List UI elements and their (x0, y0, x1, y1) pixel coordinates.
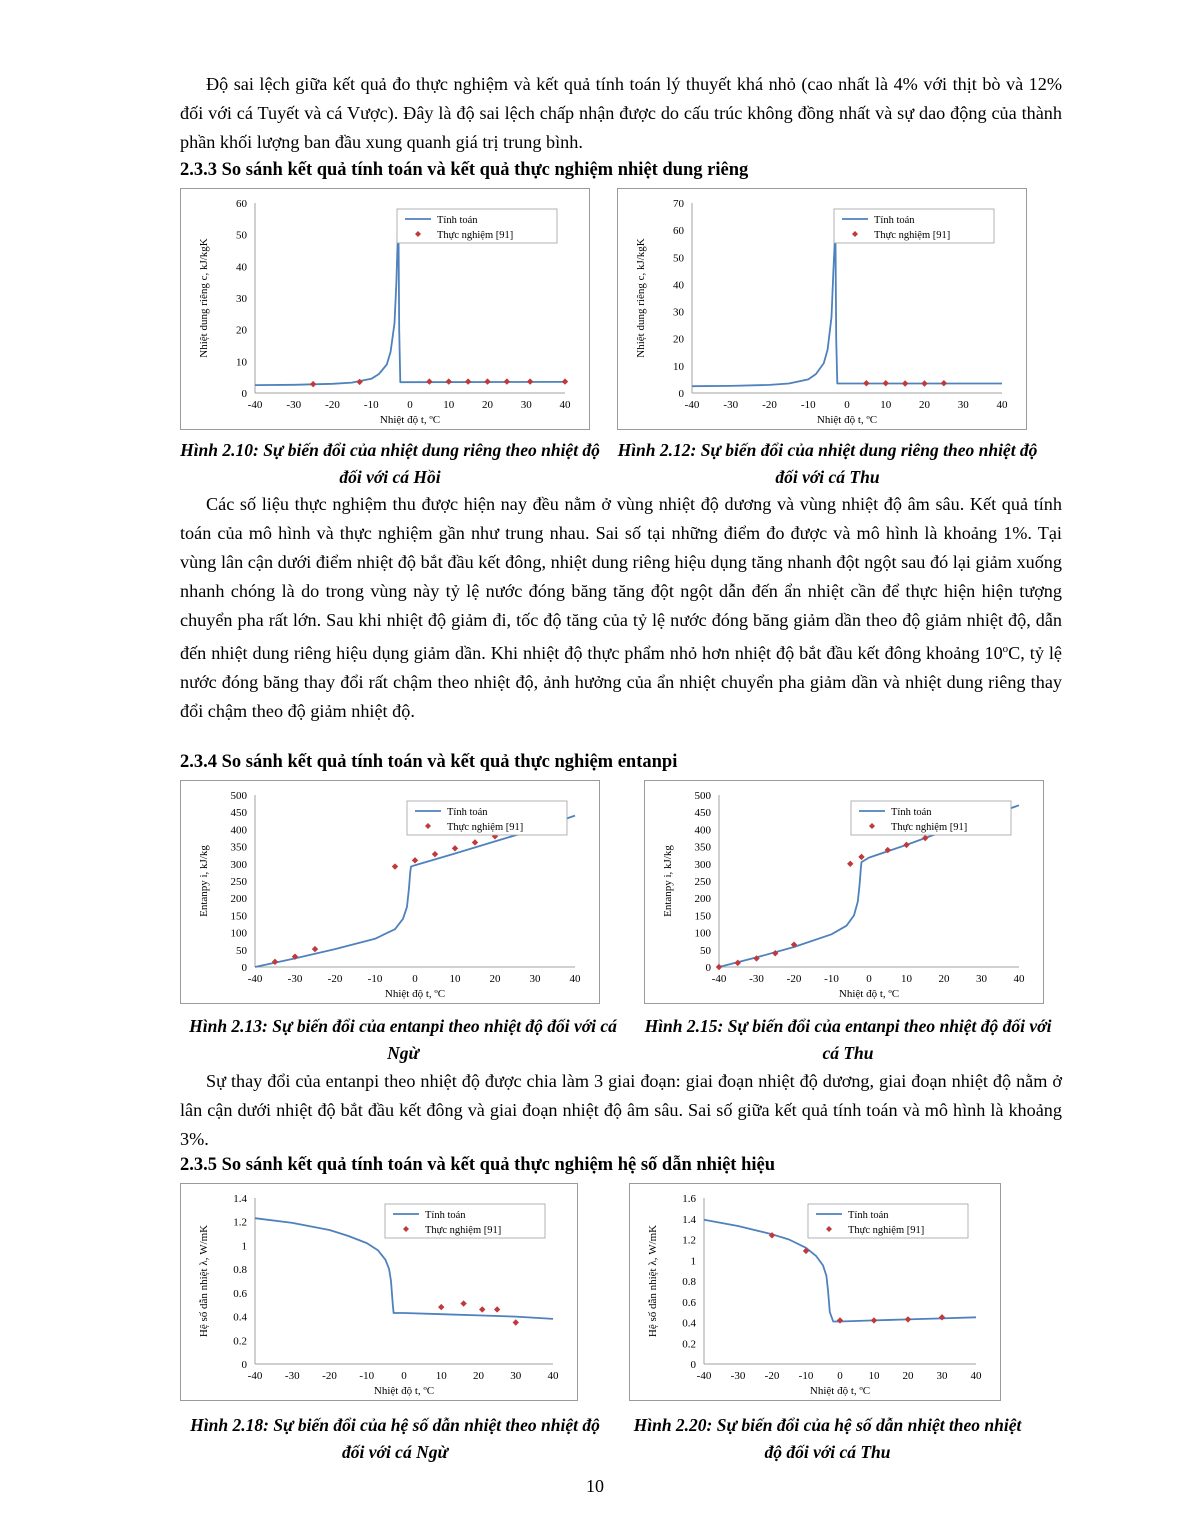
x-tick-label: 10 (443, 399, 455, 411)
caption-fig-2-18: Hình 2.18: Sự biến đổi của hệ số dẫn nhiệt theo nhiệt độ đối với cá Ngừ (190, 1415, 600, 1462)
y-tick-label: 0 (241, 1359, 247, 1371)
y-axis-label: Nhiệt dung riêng c, kJ/kgK (635, 238, 647, 358)
x-tick-label: 40 (547, 1370, 559, 1382)
caption-fig-2-15: Hình 2.15: Sự biến đổi của entanpi theo nhiệt độ đối với cá Thu (644, 1016, 1052, 1063)
experimental-point (504, 378, 510, 384)
experimental-point (716, 964, 722, 970)
chart-fig-2-12 (617, 188, 1027, 430)
y-tick-label: 1.4 (682, 1213, 696, 1226)
degree-superscript: o (1002, 643, 1009, 655)
y-tick-label: 0.4 (233, 1311, 247, 1324)
experimental-point (494, 1306, 500, 1312)
x-tick-label: 40 (970, 1370, 982, 1382)
x-tick-label: 0 (866, 973, 872, 985)
x-tick-label: 20 (919, 399, 930, 411)
legend-label-calculated: Tính toán (437, 215, 478, 226)
chart-svg-fig-2-18 (181, 1184, 577, 1400)
y-tick-label: 200 (694, 893, 711, 906)
x-axis-label: Nhiệt độ t, ºC (379, 414, 441, 426)
y-tick-label: 0.2 (233, 1335, 247, 1348)
y-tick-label: 250 (230, 876, 247, 888)
x-tick-label: -40 (247, 1370, 263, 1382)
x-tick-label: -10 (359, 1370, 375, 1382)
y-tick-label: 250 (694, 876, 711, 888)
section-heading-2-3-4: 2.3.4 So sánh kết quả tính toán và kết quả thực nghiệm entanpi (180, 752, 678, 772)
experimental-point (432, 851, 438, 857)
experimental-point (858, 854, 864, 860)
y-tick-label: 0 (241, 962, 247, 974)
chart-svg-fig-2-12 (618, 189, 1026, 429)
y-tick-label: 450 (230, 807, 247, 820)
y-tick-label: 1.4 (233, 1193, 247, 1205)
chart-svg-fig-2-13 (181, 781, 599, 1003)
experimental-point (905, 1316, 911, 1322)
y-tick-label: 50 (700, 944, 711, 957)
y-tick-label: 450 (694, 807, 711, 820)
x-tick-label: 0 (407, 399, 413, 411)
paragraph-1: Độ sai lệch giữa kết quả đo thực nghiệm và kết quả tính toán lý thuyết khá nhỏ (cao nhất là 4% với thịt bò và 12% đối với cá Tuyết và cá Vược). Đây là độ sai lệch chấp nhận được do cấu trúc không đồng nhất và sự dao động của thành phần khối lượng ban đầu xung quanh giá trị trung bình. (180, 74, 1062, 152)
y-tick-label: 70 (673, 198, 684, 210)
x-tick-label: -30 (723, 399, 739, 411)
y-tick-label: 0.8 (682, 1276, 696, 1288)
y-tick-label: 0.6 (233, 1287, 247, 1300)
legend-label-calculated: Tính toán (874, 215, 915, 226)
x-tick-label: 0 (412, 973, 418, 985)
x-axis-label: Nhiệt độ t, ºC (373, 1385, 435, 1397)
y-tick-label: 0.8 (233, 1264, 247, 1277)
x-tick-label: -20 (327, 973, 343, 985)
x-axis-label: Nhiệt độ t, ºC (384, 988, 446, 1000)
caption-fig-2-12: Hình 2.12: Sự biến đổi của nhiệt dung riêng theo nhiệt độ đối với cá Thu (617, 440, 1038, 487)
y-axis-label: Nhiệt dung riêng c, kJ/kgK (198, 238, 210, 358)
experimental-point (941, 380, 947, 386)
y-tick-label: 100 (230, 927, 247, 940)
experimental-point (472, 839, 478, 845)
x-tick-label: -30 (286, 399, 302, 411)
y-tick-label: 50 (673, 252, 684, 265)
x-tick-label: 10 (880, 399, 892, 411)
experimental-point (527, 378, 533, 384)
experimental-point (460, 1300, 466, 1306)
x-tick-label: -30 (749, 973, 764, 985)
y-tick-label: 0 (690, 1359, 696, 1371)
x-tick-label: -20 (764, 1370, 780, 1382)
experimental-point (883, 380, 889, 386)
y-tick-label: 0 (678, 388, 684, 400)
paragraph-2-text-cont: C, tỷ lệ nước đóng băng thay đổi rất chậm theo nhiệt độ, ảnh hưởng của ẩn nhiệt chuyển pha giảm dần và nhiệt dung riêng thay đổi chậm theo độ giảm nhiệt độ. (180, 643, 1063, 722)
x-axis-label: Nhiệt độ t, ºC (838, 988, 900, 1000)
x-tick-label: 0 (401, 1370, 407, 1382)
chart-fig-2-13 (180, 780, 600, 1004)
y-tick-label: 1.2 (682, 1234, 696, 1247)
chart-fig-2-15 (644, 780, 1044, 1004)
y-tick-label: 0.4 (682, 1317, 696, 1330)
experimental-point (310, 381, 316, 387)
experimental-point (484, 378, 490, 384)
x-tick-label: -30 (730, 1370, 746, 1382)
x-tick-label: 10 (901, 973, 912, 985)
x-tick-label: 30 (957, 399, 969, 411)
y-tick-label: 50 (236, 229, 247, 242)
y-tick-label: 1.2 (233, 1216, 247, 1229)
x-tick-label: -10 (800, 399, 816, 411)
y-tick-label: 40 (673, 279, 684, 292)
legend-label-experimental: Thực nghiệm [91] (447, 822, 524, 833)
experimental-point (562, 378, 568, 384)
y-axis-label: Entanpy i, kJ/kg (662, 845, 674, 917)
legend-label-experimental: Thực nghiệm [91] (848, 1225, 925, 1236)
y-tick-label: 500 (230, 790, 247, 802)
x-tick-label: 30 (520, 399, 532, 411)
experimental-point (412, 857, 418, 863)
y-tick-label: 30 (673, 306, 684, 319)
legend-label-experimental: Thực nghiệm [91] (891, 822, 968, 833)
x-tick-label: -40 (696, 1370, 712, 1382)
y-tick-label: 0 (705, 962, 711, 974)
y-tick-label: 300 (230, 858, 247, 871)
chart-fig-2-18 (180, 1183, 578, 1401)
y-tick-label: 1 (690, 1255, 696, 1268)
y-tick-label: 400 (694, 824, 711, 837)
chart-fig-2-20 (629, 1183, 1001, 1401)
section-heading-2-3-5: 2.3.5 So sánh kết quả tính toán và kết quả thực nghiệm hệ số dẫn nhiệt hiệu (180, 1155, 776, 1175)
y-tick-label: 50 (236, 944, 247, 957)
y-tick-label: 20 (673, 333, 684, 346)
experimental-point (921, 380, 927, 386)
x-tick-label: -40 (684, 399, 700, 411)
x-tick-label: -10 (798, 1370, 814, 1382)
x-tick-label: 30 (976, 973, 987, 985)
y-tick-label: 350 (230, 841, 247, 854)
x-tick-label: 30 (936, 1370, 948, 1382)
x-tick-label: 10 (435, 1370, 447, 1382)
experimental-point (902, 380, 908, 386)
x-tick-label: -30 (284, 1370, 300, 1382)
x-tick-label: 0 (837, 1370, 843, 1382)
y-tick-label: 60 (236, 198, 247, 210)
x-tick-label: -30 (287, 973, 303, 985)
y-tick-label: 1.6 (682, 1193, 696, 1205)
experimental-point (871, 1317, 877, 1323)
x-tick-label: -10 (363, 399, 379, 411)
calculated-series-line (255, 816, 575, 967)
x-tick-label: -10 (824, 973, 839, 985)
y-tick-label: 20 (236, 324, 247, 337)
x-tick-label: 10 (868, 1370, 880, 1382)
x-tick-label: 30 (529, 973, 541, 985)
experimental-point (312, 946, 318, 952)
x-tick-label: 40 (996, 399, 1008, 411)
x-tick-label: 30 (510, 1370, 522, 1382)
calculated-series-line (692, 227, 1002, 386)
paragraph-2 (180, 490, 1062, 726)
y-tick-label: 30 (236, 293, 247, 305)
y-tick-label: 500 (694, 790, 711, 802)
y-tick-label: 0 (241, 388, 247, 400)
y-axis-label: Hệ số dẫn nhiệt λ, W/mK (647, 1224, 659, 1338)
experimental-point (465, 378, 471, 384)
x-tick-label: -20 (786, 973, 802, 985)
y-tick-label: 150 (230, 910, 247, 923)
y-tick-label: 300 (694, 858, 711, 871)
experimental-point (863, 380, 869, 386)
paragraph-3: Sự thay đổi của entanpi theo nhiệt độ được chia làm 3 giai đoạn: giai đoạn nhiệt độ dương, giai đoạn nhiệt độ nằm ở lân cận dưới nhiệt độ bắt đầu kết đông và giai đoạn nhiệt độ âm sâu. Sai số giữa kết quả tính toán và mô hình là khoảng 3%. (180, 1071, 1062, 1149)
experimental-point (735, 960, 741, 966)
y-tick-label: 150 (694, 910, 711, 923)
x-axis-label: Nhiệt độ t, ºC (816, 414, 878, 426)
x-tick-label: -20 (325, 399, 340, 411)
experimental-point (847, 861, 853, 867)
x-tick-label: -20 (762, 399, 777, 411)
x-tick-label: 0 (844, 399, 850, 411)
experimental-point (513, 1319, 519, 1325)
y-tick-label: 0.2 (682, 1338, 696, 1351)
experimental-point (356, 379, 362, 385)
y-tick-label: 1 (241, 1240, 247, 1253)
x-tick-label: 10 (449, 973, 461, 985)
y-tick-label: 40 (236, 261, 247, 274)
y-tick-label: 200 (230, 893, 247, 906)
experimental-point (426, 378, 432, 384)
legend-label-experimental: Thực nghiệm [91] (437, 230, 514, 241)
x-axis-label: Nhiệt độ t, ºC (809, 1385, 871, 1397)
page-number: 10 (586, 1476, 604, 1496)
x-tick-label: 40 (559, 399, 571, 411)
experimental-point (452, 845, 458, 851)
chart-fig-2-10 (180, 188, 590, 430)
x-tick-label: -20 (322, 1370, 337, 1382)
y-tick-label: 350 (694, 841, 711, 854)
x-tick-label: 40 (569, 973, 581, 985)
x-tick-label: -40 (247, 973, 263, 985)
chart-svg-fig-2-15 (645, 781, 1043, 1003)
x-tick-label: -40 (711, 973, 727, 985)
x-tick-label: 40 (1013, 973, 1025, 985)
legend-label-calculated: Tính toán (891, 807, 932, 818)
x-tick-label: 20 (482, 399, 493, 411)
x-tick-label: 20 (902, 1370, 914, 1382)
experimental-point (438, 1304, 444, 1310)
caption-fig-2-20: Hình 2.20: Sự biến đổi của hệ số dẫn nhiệt theo nhiệt độ đối với cá Thu (633, 1415, 1022, 1462)
y-tick-label: 0.6 (682, 1296, 696, 1309)
experimental-point (939, 1314, 945, 1320)
caption-fig-2-13: Hình 2.13: Sự biến đổi của entanpi theo nhiệt độ đối với cá Ngừ (189, 1016, 617, 1063)
experimental-point (446, 378, 452, 384)
y-tick-label: 10 (236, 356, 247, 369)
experimental-point (479, 1306, 485, 1312)
y-tick-label: 400 (230, 824, 247, 837)
section-heading-2-3-3: 2.3.3 So sánh kết quả tính toán và kết quả thực nghiệm nhiệt dung riêng (180, 160, 749, 180)
caption-fig-2-10: Hình 2.10: Sự biến đổi của nhiệt dung riêng theo nhiệt độ đối với cá Hồi (180, 440, 600, 487)
y-tick-label: 60 (673, 225, 684, 238)
legend-label-calculated: Tính toán (447, 807, 488, 818)
legend-label-calculated: Tính toán (848, 1210, 889, 1221)
paragraph-2-text: Các số liệu thực nghiệm thu được hiện nay đều nằm ở vùng nhiệt độ dương và vùng nhiệt độ âm sâu. Kết quả tính toán của mô hình và thực nghiệm gần như trung nhau. Sai số tại những điểm đo được và mô hình là khoảng 1%. Tại vùng lân cận dưới điểm nhiệt độ bắt đầu kết đông, nhiệt dung riêng hiệu dụng tăng nhanh đột ngột sau đó lại giảm xuống nhanh chóng là do trong vùng này tỷ lệ nước đóng băng tăng đột ngột dẫn đến ẩn nhiệt cần để thực hiện hiện tượng chuyển pha rất lớn. Sau khi nhiệt độ giảm đi, tốc độ tăng của tỷ lệ nước đóng băng giảm dần theo độ giảm nhiệt độ, dẫn đến nhiệt dung riêng hiệu dụng giảm dần. Khi nhiệt độ thực phẩm nhỏ hơn nhiệt độ bắt đầu kết đông khoảng 10 (180, 494, 1062, 664)
experimental-point (903, 842, 909, 848)
x-tick-label: 20 (938, 973, 950, 985)
chart-svg-fig-2-10 (181, 189, 589, 429)
legend-label-experimental: Thực nghiệm [91] (425, 1225, 502, 1236)
experimental-point (922, 835, 928, 841)
experimental-point (837, 1317, 843, 1323)
experimental-point (392, 863, 398, 869)
legend-label-experimental: Thực nghiệm [91] (874, 230, 951, 241)
legend-label-calculated: Tính toán (425, 1210, 466, 1221)
x-tick-label: -40 (247, 399, 263, 411)
x-tick-label: 20 (473, 1370, 484, 1382)
chart-svg-fig-2-20 (630, 1184, 1000, 1400)
y-axis-label: Entanpy i, kJ/kg (198, 845, 210, 917)
x-tick-label: 20 (489, 973, 501, 985)
y-tick-label: 10 (673, 360, 684, 373)
y-axis-label: Hệ số dẫn nhiệt λ, W/mK (198, 1224, 210, 1338)
y-tick-label: 100 (694, 927, 711, 940)
x-tick-label: -10 (367, 973, 383, 985)
